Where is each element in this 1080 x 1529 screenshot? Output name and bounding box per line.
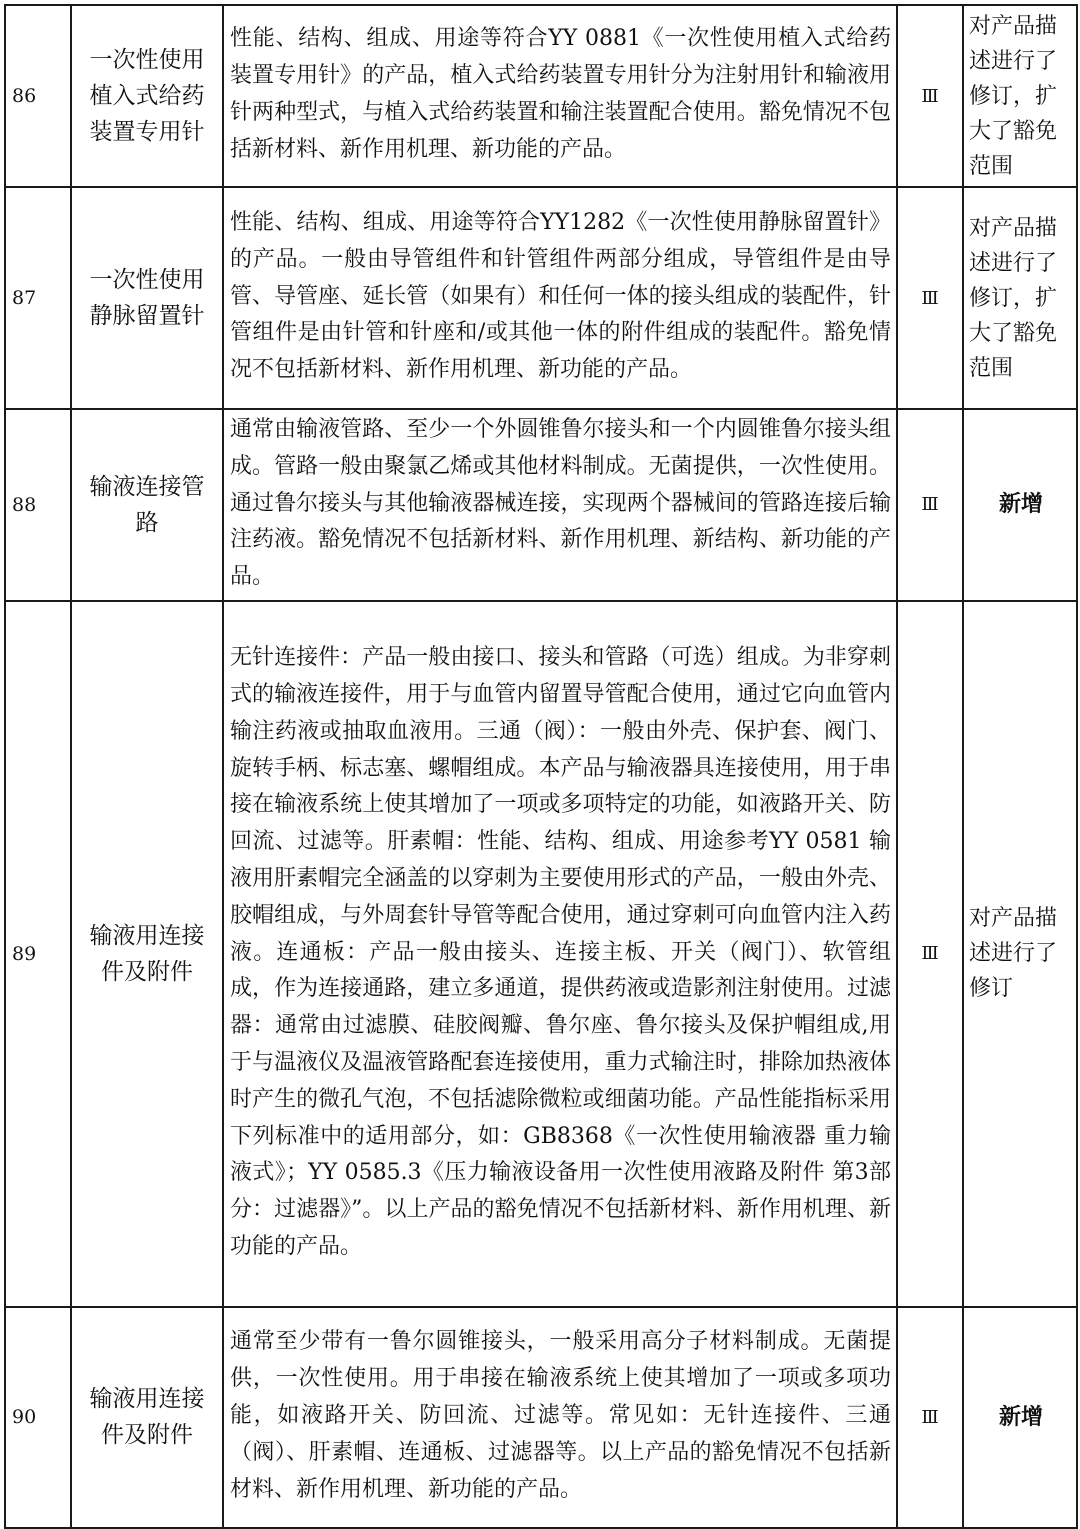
- product-name: [71, 187, 223, 409]
- table-row: [5, 601, 1077, 1307]
- management-class: Ⅲ: [897, 187, 963, 409]
- remark: 对产品描述进行了修订: [963, 601, 1077, 1307]
- row-number: 88: [5, 409, 71, 601]
- product-name: [71, 1307, 223, 1528]
- remark: 对产品描述进行了修订，扩大了豁免范围: [963, 187, 1077, 409]
- row-number: 86: [5, 5, 71, 187]
- product-description: 通常至少带有一鲁尔圆锥接头，一般采用高分子材料制成。无菌提供，一次性使用。用于串接在输液系统上使其增加了一项或多项功能，如液路开关、防回流、过滤等。常见如：无针连接件、三通（阀）、肝素帽、连通板、过滤器等。以上产品的豁免情况不包括新材料、新作用机理、新功能的产品。: [223, 1307, 897, 1528]
- product-name-text: 一次性使用植入式给药装置专用针: [89, 47, 205, 145]
- product-name: [71, 409, 223, 601]
- product-description: 通常由输液管路、至少一个外圆锥鲁尔接头和一个内圆锥鲁尔接头组成。管路一般由聚氯乙烯或其他材料制成。无菌提供，一次性使用。通过鲁尔接头与其他输液器械连接，实现两个器械间的管路连接后输注药液。豁免情况不包括新材料、新作用机理、新结构、新功能的产品。: [223, 409, 897, 601]
- remark: 新增: [963, 409, 1077, 601]
- product-name: [71, 5, 223, 187]
- row-number: 89: [5, 601, 71, 1307]
- table-row: [5, 1307, 1077, 1528]
- table-row: [5, 187, 1077, 409]
- exemption-table: [4, 4, 1078, 1529]
- product-name-text: 一次性使用静脉留置针: [89, 267, 205, 329]
- management-class: Ⅲ: [897, 601, 963, 1307]
- table-row: [5, 5, 1077, 187]
- product-description: 性能、结构、组成、用途等符合YY 0881《一次性使用植入式给药装置专用针》的产品，植入式给药装置专用针分为注射用针和输液用针两种型式，与植入式给药装置和输注装置配合使用。豁免情况不包括新材料、新作用机理、新功能的产品。: [223, 5, 897, 187]
- product-name-text: 输液用连接件及附件: [89, 1386, 205, 1449]
- management-class: Ⅲ: [897, 409, 963, 601]
- remark: 对产品描述进行了修订，扩大了豁免范围: [963, 5, 1077, 187]
- table-row: [5, 409, 1077, 601]
- product-name-text: 输液用连接件及附件: [89, 922, 205, 985]
- product-name-text: 输液连接管路: [89, 473, 205, 536]
- management-class: Ⅲ: [897, 1307, 963, 1528]
- product-description: 无针连接件：产品一般由接口、接头和管路（可选）组成。为非穿刺式的输液连接件，用于与血管内留置导管配合使用，通过它向血管内输注药液或抽取血液用。三通（阀）：一般由外壳、保护套、阀门、旋转手柄、标志塞、螺帽组成。本产品与输液器具连接使用，用于串接在输液系统上使其增加了一项或多项特定的功能，如液路开关、防回流、过滤等。肝素帽：性能、结构、组成、用途参考YY 0581 输液用肝素帽完全涵盖的以穿刺为主要使用形式的产品，一般由外壳、胶帽组成，与外周套针导管等配合使用，通过穿刺可向血管内注入药液。连通板：产品一般由接头、连接主板、开关（阀门）、软管组成，作为连接通路，建立多通道，提供药液或造影剂注射使用。过滤器：通常由过滤膜、硅胶阀瓣、鲁尔座、鲁尔接头及保护帽组成,用于与温液仪及温液管路配套连接使用，重力式输注时，排除加热液体时产生的微孔气泡，不包括滤除微粒或细菌功能。产品性能指标采用下列标准中的适用部分，如：GB8368《一次性使用输液器 重力输液式》；YY 0585.3《压力输液设备用一次性使用液路及附件 第3部分：过滤器》”。以上产品的豁免情况不包括新材料、新作用机理、新功能的产品。: [223, 601, 897, 1307]
- remark: 新增: [963, 1307, 1077, 1528]
- management-class: Ⅲ: [897, 5, 963, 187]
- row-number: 87: [5, 187, 71, 409]
- row-number: 90: [5, 1307, 71, 1528]
- product-name: [71, 601, 223, 1307]
- product-description: 性能、结构、组成、用途等符合YY1282《一次性使用静脉留置针》的产品。一般由导管组件和针管组件两部分组成，导管组件是由导管、导管座、延长管（如果有）和任何一体的接头组成的装配件，针管组件是由针管和针座和/或其他一体的附件组成的装配件。豁免情况不包括新材料、新作用机理、新功能的产品。: [223, 187, 897, 409]
